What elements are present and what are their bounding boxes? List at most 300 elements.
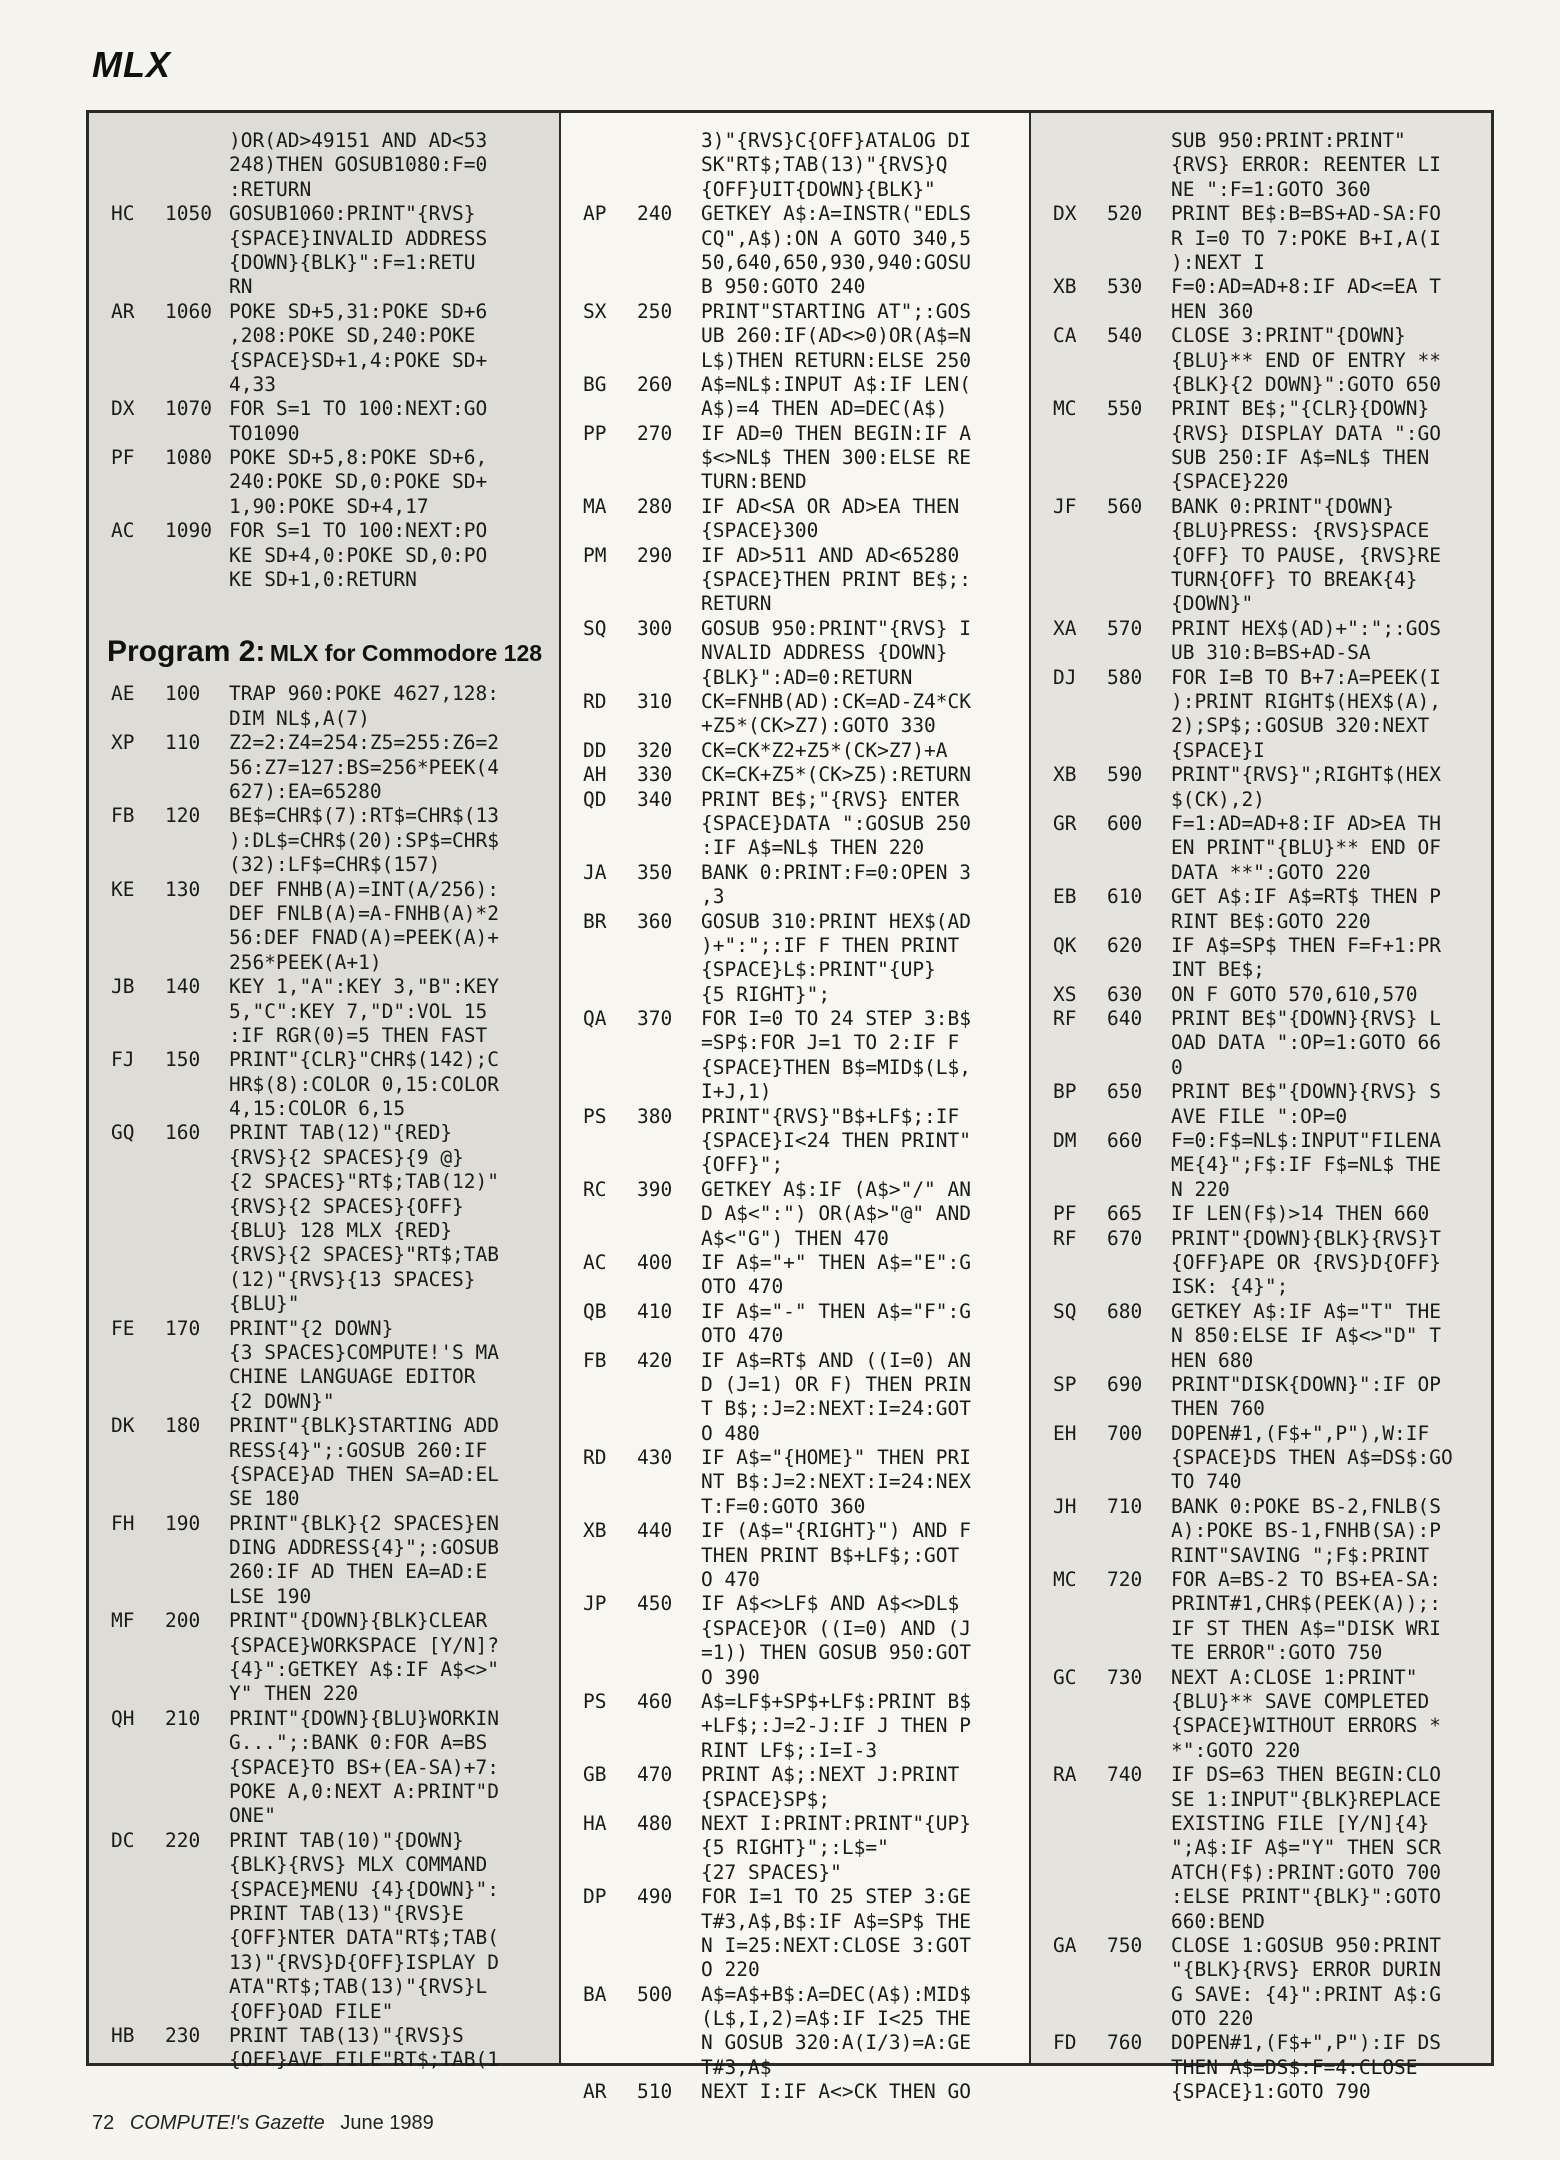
checksum-label: FB	[111, 804, 135, 828]
code-line	[561, 934, 1029, 958]
checksum-label	[561, 519, 637, 543]
line-number: 710	[1107, 1494, 1143, 1518]
code-text: {SPACE}I<24 THEN PRINT"	[701, 1129, 972, 1153]
code-text: O 470	[701, 1568, 760, 1592]
code-text: DATA **":GOTO 220	[1171, 860, 1371, 884]
code-text: IF A$="-" THEN A$="F":G	[701, 1299, 972, 1323]
code-text: {BLU}** SAVE COMPLETED	[1171, 1690, 1430, 1713]
line-number: 670	[1107, 1226, 1143, 1250]
code-text: PRINT TAB(10)"{DOWN}	[229, 1828, 464, 1852]
checksum-label	[89, 2000, 165, 2024]
code-line	[89, 1219, 559, 1243]
code-text: BANK 0:PRINT:F=0:OPEN 3	[701, 860, 972, 884]
checksum-label	[1031, 349, 1107, 373]
line-number	[637, 1641, 701, 1665]
checksum-label	[561, 1861, 637, 1885]
checksum-label: HA	[583, 1811, 607, 1835]
line-number: 700	[1107, 1421, 1143, 1445]
code-line	[89, 707, 559, 731]
checksum-label	[89, 568, 165, 592]
code-line	[561, 1373, 1029, 1397]
line-number	[165, 1463, 229, 1487]
checksum-label	[1031, 178, 1107, 202]
code-text: {RVS} DISPLAY DATA ":GO	[1171, 421, 1442, 445]
line-number	[1107, 1739, 1171, 1763]
checksum-label: FJ	[111, 1048, 135, 1072]
code-line	[89, 902, 559, 926]
code-text: A$)=4 THEN AD=DEC(A$)	[701, 397, 948, 421]
checksum-label	[1031, 300, 1107, 324]
code-text: 260:IF AD THEN EA=AD:E	[229, 1560, 488, 1584]
code-line	[561, 1470, 1029, 1494]
code-line	[561, 1910, 1029, 1934]
checksum-label	[89, 1560, 165, 1584]
code-text: DIM NL$,A(7)	[229, 706, 370, 730]
code-text: CK=FNHB(AD):CK=AD-Z4*CK	[701, 689, 972, 713]
code-line	[561, 1617, 1029, 1641]
line-number	[637, 1129, 701, 1153]
code-text: {SPACE}AD THEN SA=AD:EL	[229, 1462, 500, 1486]
line-number: 400	[637, 1250, 673, 1274]
checksum-label	[1031, 592, 1107, 616]
checksum-label	[561, 934, 637, 958]
code-line	[1031, 470, 1491, 494]
code-text: {SPACE}WORKSPACE [Y/N]?	[229, 1633, 500, 1657]
code-text: DEF FNLB(A)=A-FNHB(A)*2	[229, 901, 500, 925]
line-number	[165, 707, 229, 731]
code-line	[561, 422, 1029, 446]
line-number	[637, 251, 701, 275]
checksum-label	[1031, 861, 1107, 885]
checksum-label	[89, 1463, 165, 1487]
line-number	[637, 983, 701, 1007]
line-number	[637, 1739, 701, 1763]
code-line	[1031, 1958, 1491, 1982]
code-line	[89, 422, 559, 446]
checksum-label: RD	[583, 689, 607, 713]
checksum-label	[1031, 714, 1107, 738]
code-text: PRINT TAB(12)"{RED}	[229, 1121, 453, 1145]
code-text: {SPACE}DATA ":GOSUB 250	[701, 811, 972, 835]
checksum-label	[561, 446, 637, 470]
code-line	[561, 300, 1029, 324]
line-number: 480	[637, 1811, 673, 1835]
code-line	[561, 958, 1029, 982]
checksum-label: EH	[1053, 1421, 1077, 1445]
code-line	[561, 1105, 1029, 1129]
code-line	[561, 1739, 1029, 1763]
code-line	[1031, 910, 1491, 934]
code-line	[1031, 300, 1491, 324]
checksum-label	[89, 1097, 165, 1121]
checksum-label: FB	[583, 1348, 607, 1372]
checksum-label	[89, 544, 165, 568]
code-text: IF LEN(F$)>14 THEN 660	[1171, 1202, 1430, 1226]
code-line	[89, 1487, 559, 1511]
line-number	[637, 349, 701, 373]
checksum-label	[561, 958, 637, 982]
checksum-label	[89, 275, 165, 299]
checksum-label	[89, 324, 165, 348]
line-number	[637, 1470, 701, 1494]
checksum-label	[1031, 910, 1107, 934]
line-number: 150	[165, 1048, 201, 1072]
checksum-label	[561, 2007, 637, 2031]
checksum-label: SP	[1053, 1372, 1077, 1396]
line-number	[1107, 1153, 1171, 1177]
code-line	[89, 1926, 559, 1950]
code-text: =1)) THEN GOSUB 950:GOT	[701, 1641, 972, 1665]
code-text: T#3,A$,B$:IF A$=SP$ THE	[701, 1909, 972, 1933]
checksum-label	[1031, 1275, 1107, 1299]
checksum-label: DX	[111, 397, 135, 421]
code-text: {RVS}{2 SPACES}{OFF}	[229, 1194, 464, 1218]
code-text: $<>NL$ THEN 300:ELSE RE	[701, 446, 972, 470]
line-number	[637, 446, 701, 470]
checksum-label: XS	[1053, 982, 1077, 1006]
checksum-label	[561, 153, 637, 177]
code-text: TURN{OFF} TO BREAK{4}	[1171, 568, 1418, 592]
code-text: {SPACE}THEN B$=MID$(L$,	[701, 1055, 972, 1079]
code-text: :RETURN	[229, 177, 312, 201]
line-number: 520	[1107, 202, 1143, 226]
code-line	[1031, 568, 1491, 592]
code-text: TO 740	[1171, 1470, 1242, 1494]
checksum-label: JA	[583, 860, 607, 884]
code-line	[89, 951, 559, 975]
checksum-label	[1031, 1544, 1107, 1568]
code-line	[561, 910, 1029, 934]
checksum-label	[1031, 1910, 1107, 1934]
checksum-label	[1031, 470, 1107, 494]
checksum-label	[1031, 1885, 1107, 1909]
checksum-label	[561, 1910, 637, 1934]
line-number	[165, 1902, 229, 1926]
line-number: 610	[1107, 885, 1143, 909]
code-text: D (J=1) OR F) THEN PRIN	[701, 1372, 972, 1396]
checksum-label: JB	[111, 975, 135, 999]
line-number	[1107, 1275, 1171, 1299]
checksum-label: DP	[583, 1885, 607, 1909]
line-number	[1107, 1788, 1171, 1812]
code-text: {OFF}AVE FILE"RT$;TAB(1	[229, 2048, 500, 2072]
code-line	[1031, 2080, 1491, 2104]
line-number	[165, 349, 229, 373]
code-text: TE ERROR":GOTO 750	[1171, 1641, 1383, 1665]
code-line	[1031, 983, 1491, 1007]
code-text: GETKEY A$:A=INSTR("EDLS	[701, 202, 972, 226]
code-text: N GOSUB 320:A(I/3)=A:GE	[701, 2031, 972, 2055]
code-line	[1031, 812, 1491, 836]
code-line	[1031, 1763, 1491, 1787]
code-text: CLOSE 1:GOSUB 950:PRINT	[1171, 1933, 1442, 1957]
checksum-label: XB	[1053, 275, 1077, 299]
code-line	[1031, 861, 1491, 885]
code-line	[1031, 1861, 1491, 1885]
code-line	[89, 1292, 559, 1316]
checksum-label	[1031, 129, 1107, 153]
code-text: NVALID ADDRESS {DOWN}	[701, 641, 948, 665]
checksum-label	[89, 1170, 165, 1194]
code-text: AVE FILE ":OP=0	[1171, 1104, 1348, 1128]
checksum-label: HB	[111, 2023, 135, 2047]
code-text: ISK: {4}";	[1171, 1275, 1289, 1299]
code-line	[89, 2048, 559, 2072]
code-text: PRINT BE$;"{RVS} ENTER	[701, 787, 960, 811]
code-line	[89, 804, 559, 828]
code-text: ATA"RT$;TAB(13)"{RVS}L	[229, 1975, 488, 1999]
checksum-label: EB	[1053, 885, 1077, 909]
code-text: {BLU}PRESS: {RVS}SPACE	[1171, 519, 1430, 543]
checksum-label: DX	[1053, 202, 1077, 226]
checksum-label	[89, 1634, 165, 1658]
checksum-label: AC	[111, 519, 135, 543]
code-text: BE$=CHR$(7):RT$=CHR$(13	[229, 804, 500, 828]
checksum-label	[561, 568, 637, 592]
checksum-label	[1031, 1397, 1107, 1421]
code-line	[89, 1341, 559, 1365]
code-text: A$=LF$+SP$+LF$:PRINT B$	[701, 1690, 972, 1713]
code-text: {BLU} 128 MLX {RED}	[229, 1219, 453, 1243]
line-number	[637, 1031, 701, 1055]
code-text: 13)"{RVS}D{OFF}ISPLAY D	[229, 1950, 500, 1974]
line-number: 160	[165, 1121, 201, 1145]
code-text: PRINT"{RVS}"B$+LF$;:IF	[701, 1104, 960, 1128]
code-line	[561, 1031, 1029, 1055]
line-number	[165, 373, 229, 397]
line-number	[637, 324, 701, 348]
checksum-label	[89, 1731, 165, 1755]
code-text: {5 RIGHT}";	[701, 982, 831, 1006]
line-number	[637, 1934, 701, 1958]
code-line	[89, 470, 559, 494]
line-number	[165, 129, 229, 153]
code-text: ,208:POKE SD,240:POKE	[229, 324, 476, 348]
checksum-label: AH	[583, 763, 607, 787]
program-title-number: Program 2:	[107, 635, 266, 669]
code-text: A$=A$+B$:A=DEC(A$):MID$	[701, 1982, 972, 2006]
line-number	[165, 1536, 229, 1560]
checksum-label: AR	[583, 2080, 607, 2104]
code-line	[1031, 934, 1491, 958]
checksum-label: AE	[111, 682, 135, 706]
code-line	[89, 853, 559, 877]
line-number	[637, 275, 701, 299]
code-line	[89, 682, 559, 706]
checksum-label	[561, 251, 637, 275]
code-text: RINT LF$;:I=I-3	[701, 1738, 878, 1762]
code-text: 660:BEND	[1171, 1909, 1265, 1933]
code-text: {SPACE}WITHOUT ERRORS *	[1171, 1714, 1442, 1738]
line-number	[165, 1487, 229, 1511]
code-line	[89, 1731, 559, 1755]
code-text: PRINT A$;:NEXT J:PRINT	[701, 1763, 960, 1787]
line-number	[1107, 1031, 1171, 1055]
line-number	[1107, 1544, 1171, 1568]
checksum-label	[1031, 2080, 1107, 2104]
line-number: 760	[1107, 2031, 1143, 2055]
code-line	[1031, 836, 1491, 860]
checksum-label	[89, 1024, 165, 1048]
code-text: IF A$=RT$ AND ((I=0) AN	[701, 1348, 972, 1372]
code-line	[89, 227, 559, 251]
code-line	[561, 202, 1029, 226]
code-line	[561, 1080, 1029, 1104]
line-number: 1050	[165, 202, 212, 226]
line-number: 640	[1107, 1007, 1143, 1031]
line-number: 690	[1107, 1372, 1143, 1396]
code-text: +Z5*(CK>Z7):GOTO 330	[701, 714, 936, 738]
code-text: 1,90:POKE SD+4,17	[229, 494, 429, 518]
code-line	[89, 1707, 559, 1731]
checksum-label	[89, 1243, 165, 1267]
checksum-label	[561, 1373, 637, 1397]
code-line	[89, 324, 559, 348]
code-line	[89, 202, 559, 226]
line-number	[1107, 129, 1171, 153]
code-text: 5,"C":KEY 7,"D":VOL 15	[229, 999, 488, 1023]
checksum-label	[89, 1975, 165, 1999]
checksum-label	[1031, 1056, 1107, 1080]
code-line	[1031, 1153, 1491, 1177]
column-3	[1029, 113, 1491, 2104]
line-number: 200	[165, 1609, 201, 1633]
code-text: IF ST THEN A$="DISK WRI	[1171, 1616, 1442, 1640]
code-text: PRINT"{DOWN}{BLK}CLEAR	[229, 1609, 488, 1633]
checksum-label: SQ	[583, 616, 607, 640]
line-number	[637, 1202, 701, 1226]
line-number	[637, 129, 701, 153]
line-number	[165, 1341, 229, 1365]
code-text: THEN 760	[1171, 1397, 1265, 1421]
line-number	[165, 1926, 229, 1950]
code-line	[561, 836, 1029, 860]
code-text: {RVS}{2 SPACES}"RT$;TAB	[229, 1243, 500, 1267]
line-number	[165, 1439, 229, 1463]
line-number: 600	[1107, 811, 1143, 835]
code-line	[561, 1934, 1029, 1958]
code-line	[561, 1007, 1029, 1031]
checksum-label	[1031, 1251, 1107, 1275]
checksum-label	[561, 1666, 637, 1690]
line-number: 680	[1107, 1299, 1143, 1323]
code-text: NEXT I:IF A<>CK THEN GO	[701, 2080, 972, 2104]
code-line	[1031, 1007, 1491, 1031]
line-number	[1107, 153, 1171, 177]
line-number	[1107, 349, 1171, 373]
line-number	[1107, 1349, 1171, 1373]
checksum-label	[561, 666, 637, 690]
code-line	[561, 1300, 1029, 1324]
code-line	[1031, 1788, 1491, 1812]
checksum-label	[89, 1487, 165, 1511]
line-number	[1107, 1324, 1171, 1348]
line-number: 1090	[165, 519, 212, 543]
code-text: {OFF}APE OR {RVS}D{OFF}	[1171, 1250, 1442, 1274]
code-text: PRINT BE$"{DOWN}{RVS} L	[1171, 1007, 1442, 1031]
code-text: {DOWN}{BLK}":F=1:RETU	[229, 250, 476, 274]
line-number	[637, 1080, 701, 1104]
code-text: {SPACE}TO BS+(EA-SA)+7:	[229, 1755, 500, 1779]
code-line	[1031, 666, 1491, 690]
line-number: 740	[1107, 1763, 1143, 1787]
checksum-label: DJ	[1053, 665, 1077, 689]
checksum-label	[561, 1324, 637, 1348]
checksum-label	[561, 1788, 637, 1812]
checksum-label	[89, 2048, 165, 2072]
line-number: 130	[165, 877, 201, 901]
code-text: IF A$<>LF$ AND A$<>DL$	[701, 1592, 960, 1616]
line-number: 580	[1107, 665, 1143, 689]
code-line	[89, 1073, 559, 1097]
code-line	[1031, 349, 1491, 373]
checksum-label	[89, 1878, 165, 1902]
code-text: DEF FNHB(A)=INT(A/256):	[229, 877, 500, 901]
checksum-label: RC	[583, 1177, 607, 1201]
code-line	[1031, 958, 1491, 982]
line-number: 1070	[165, 397, 212, 421]
line-number	[165, 178, 229, 202]
code-line	[89, 1195, 559, 1219]
code-text: PRINT"{2 DOWN}	[229, 1316, 394, 1340]
line-number	[637, 153, 701, 177]
code-line	[89, 495, 559, 519]
line-number	[637, 1056, 701, 1080]
checksum-label	[1031, 788, 1107, 812]
line-number	[1107, 788, 1171, 812]
line-number	[165, 756, 229, 780]
line-number: 230	[165, 2023, 201, 2047]
line-number: 140	[165, 975, 201, 999]
code-line	[561, 397, 1029, 421]
code-line	[89, 975, 559, 999]
checksum-label: PP	[583, 421, 607, 445]
code-text: UB 260:IF(AD<>0)OR(A$=N	[701, 324, 972, 348]
checksum-label	[89, 422, 165, 446]
code-line	[89, 251, 559, 275]
code-text: HR$(8):COLOR 0,15:COLOR	[229, 1072, 500, 1096]
line-number	[1107, 470, 1171, 494]
checksum-label	[561, 1422, 637, 1446]
code-line	[1031, 1519, 1491, 1543]
code-line	[89, 756, 559, 780]
line-number: 260	[637, 372, 673, 396]
code-text: {SPACE}1:GOTO 790	[1171, 2080, 1371, 2104]
code-text: {2 SPACES}"RT$;TAB(12)"	[229, 1170, 500, 1194]
code-line	[561, 1324, 1029, 1348]
checksum-label: QD	[583, 787, 607, 811]
code-line	[561, 666, 1029, 690]
code-text: THEN A$=DS$:F=4:CLOSE	[1171, 2055, 1418, 2079]
code-text: SUB 950:PRINT:PRINT"	[1171, 129, 1406, 152]
code-line	[89, 1780, 559, 1804]
code-line	[561, 1885, 1029, 1909]
code-line	[89, 178, 559, 202]
code-line	[1031, 1300, 1491, 1324]
code-line	[561, 129, 1029, 153]
line-number	[165, 1878, 229, 1902]
code-text: A$<"G") THEN 470	[701, 1226, 889, 1250]
line-number: 730	[1107, 1665, 1143, 1689]
line-number: 380	[637, 1104, 673, 1128]
code-text: {OFF}";	[701, 1153, 784, 1177]
code-text: {SPACE}SD+1,4:POKE SD+	[229, 348, 488, 372]
code-text: )OR(AD>49151 AND AD<53	[229, 129, 488, 152]
line-number	[165, 1000, 229, 1024]
line-number	[1107, 1714, 1171, 1738]
checksum-label: AC	[583, 1250, 607, 1274]
code-text: PRINT"{BLK}STARTING ADD	[229, 1414, 500, 1438]
